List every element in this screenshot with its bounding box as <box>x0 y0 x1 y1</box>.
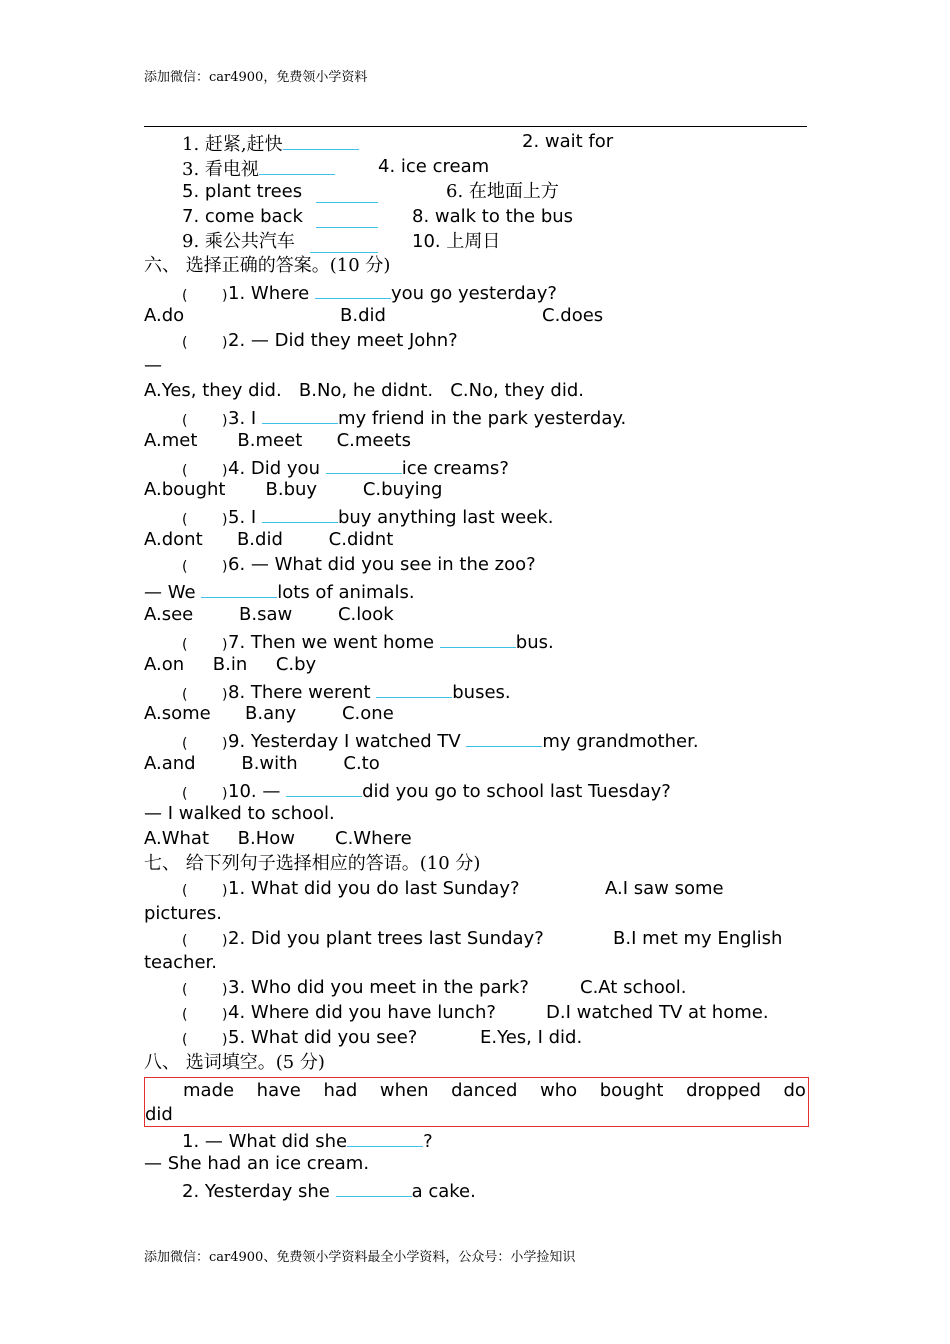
question-1-options <box>144 304 807 329</box>
fill-question-1-answer: — She had an ice cream. <box>144 1152 370 1174</box>
answer-blank[interactable] <box>466 727 542 747</box>
footer-note: 添加微信：car4900、免费领小学资料最全小学资料，公众号：小学捡知识 <box>144 1250 576 1265</box>
section-8-title: 八、 选词填空。(5 分) <box>144 1051 325 1073</box>
vocab-row-5 <box>144 230 807 255</box>
question-6-options: A.see B.saw C.look <box>144 603 394 625</box>
vocab-item: 4. ice cream <box>378 155 490 177</box>
answer-blank[interactable] <box>259 155 335 175</box>
match-item-2: ( ) 2. Did you plant trees last Sunday? B.I met my English <box>144 927 807 952</box>
word-bank-word: made <box>183 1080 235 1101</box>
answer-blank[interactable] <box>262 503 338 523</box>
option-b: B.did <box>340 305 386 327</box>
answer-blank[interactable] <box>326 454 402 474</box>
vocab-item: 7. come back <box>182 205 303 227</box>
question-10: ( ) 10. — did you go to school last Tuesday? <box>144 777 807 802</box>
answer-blank[interactable] <box>316 208 378 228</box>
answer-blank[interactable] <box>283 130 359 150</box>
word-bank-word: dropped <box>686 1080 761 1101</box>
question-8-options: A.some B.any C.one <box>144 703 394 725</box>
section-6-title: 六、 选择正确的答案。(10 分) <box>144 255 391 277</box>
vocab-row-4 <box>144 205 807 230</box>
word-bank-row <box>145 1078 808 1103</box>
vocab-item: 8. walk to the bus <box>412 205 574 227</box>
match-answer: E.Yes, I did. <box>480 1027 583 1049</box>
question-7: ( ) 7. Then we went home bus. <box>144 628 807 653</box>
word-bank-box <box>144 1077 809 1127</box>
vocab-row-2 <box>144 155 807 180</box>
fill-question-1: 1. — What did she ? <box>144 1127 807 1152</box>
word-bank-word: when <box>379 1080 429 1101</box>
word-bank-word: who <box>539 1080 578 1101</box>
match-answer: A.I saw some <box>605 877 724 899</box>
match-item-4: ( ) 4. Where did you have lunch? D.I watched TV at home. <box>144 1001 807 1026</box>
match-answer-wrap: pictures. <box>144 902 222 924</box>
worksheet-body <box>144 130 807 1076</box>
question-5-options: A.dont B.did C.didnt <box>144 529 394 551</box>
vocab-row-3 <box>144 180 807 205</box>
answer-blank[interactable] <box>262 404 338 424</box>
section-7-title: 七、 给下列句子选择相应的答语。(10 分) <box>144 852 481 874</box>
answer-blank[interactable] <box>316 183 378 203</box>
question-1: ( ) 1. Where you go yesterday? <box>144 279 807 304</box>
answer-blank[interactable] <box>315 279 391 299</box>
answer-blank[interactable] <box>286 777 362 797</box>
question-5: ( ) 5. I buy anything last week. <box>144 503 807 528</box>
option-a: A.do <box>144 305 185 327</box>
vocab-item: 1. 赶紧,赶快 <box>182 134 283 155</box>
vocab-row-1 <box>144 130 807 155</box>
question-9-options: A.and B.with C.to <box>144 753 380 775</box>
fill-in-section <box>144 1127 807 1202</box>
word-bank-word: bought <box>599 1080 664 1101</box>
question-2-options: A.Yes, they did. B.No, he didnt. C.No, they did. <box>144 379 584 401</box>
word-bank-word: do <box>783 1080 806 1101</box>
question-9: ( ) 9. Yesterday I watched TV my grandmother. <box>144 727 807 752</box>
word-bank-wrap: did <box>145 1104 173 1125</box>
match-answer: C.At school. <box>580 977 687 999</box>
word-bank-word: danced <box>451 1080 518 1101</box>
vocab-item: 6. 在地面上方 <box>446 180 559 202</box>
question-10-options: A.What B.How C.Where <box>144 827 412 849</box>
vocab-item: 5. plant trees <box>182 180 303 202</box>
question-6: ( ) 6. — What did you see in the zoo? <box>182 554 536 576</box>
answer-blank[interactable] <box>201 578 277 598</box>
match-item-3: ( ) 3. Who did you meet in the park? C.At school. <box>144 976 807 1001</box>
fill-question-2: 2. Yesterday she a cake. <box>144 1177 807 1202</box>
option-c: C.does <box>542 305 604 327</box>
question-6-reply: — We lots of animals. <box>144 578 807 603</box>
question-4: ( ) 4. Did you ice creams? <box>144 454 807 479</box>
answer-blank[interactable] <box>376 678 452 698</box>
header-note: 添加微信：car4900，免费领小学资料 <box>144 70 368 85</box>
vocab-item: 10. 上周日 <box>412 230 501 252</box>
question-10-reply: — I walked to school. <box>144 803 335 825</box>
vocab-item: 9. 乘公共汽车 <box>182 230 295 252</box>
answer-blank[interactable] <box>310 233 378 253</box>
vocab-item: 2. wait for <box>522 131 614 152</box>
question-7-options: A.on B.in C.by <box>144 653 317 675</box>
question-2-reply: — <box>144 355 162 377</box>
word-bank-word: have <box>256 1080 301 1101</box>
question-4-options: A.bought B.buy C.buying <box>144 479 443 501</box>
match-answer-wrap: teacher. <box>144 952 218 974</box>
vocab-item: 3. 看电视 <box>182 158 259 180</box>
match-item-1: ( ) 1. What did you do last Sunday? A.I saw some <box>144 877 807 902</box>
question-2: ( ) 2. — Did they meet John? <box>182 330 458 352</box>
match-answer: D.I watched TV at home. <box>546 1002 769 1024</box>
match-item-5: ( ) 5. What did you see? E.Yes, I did. <box>144 1026 807 1051</box>
answer-blank[interactable] <box>336 1177 412 1197</box>
answer-blank[interactable] <box>347 1127 423 1147</box>
header-rule <box>144 126 807 127</box>
question-3: ( ) 3. I my friend in the park yesterday. <box>144 404 807 429</box>
question-8: ( ) 8. There werent buses. <box>144 678 807 703</box>
question-3-options: A.met B.meet C.meets <box>144 429 411 451</box>
match-answer: B.I met my English <box>613 927 783 949</box>
word-bank-word: had <box>323 1080 358 1101</box>
answer-blank[interactable] <box>440 628 516 648</box>
